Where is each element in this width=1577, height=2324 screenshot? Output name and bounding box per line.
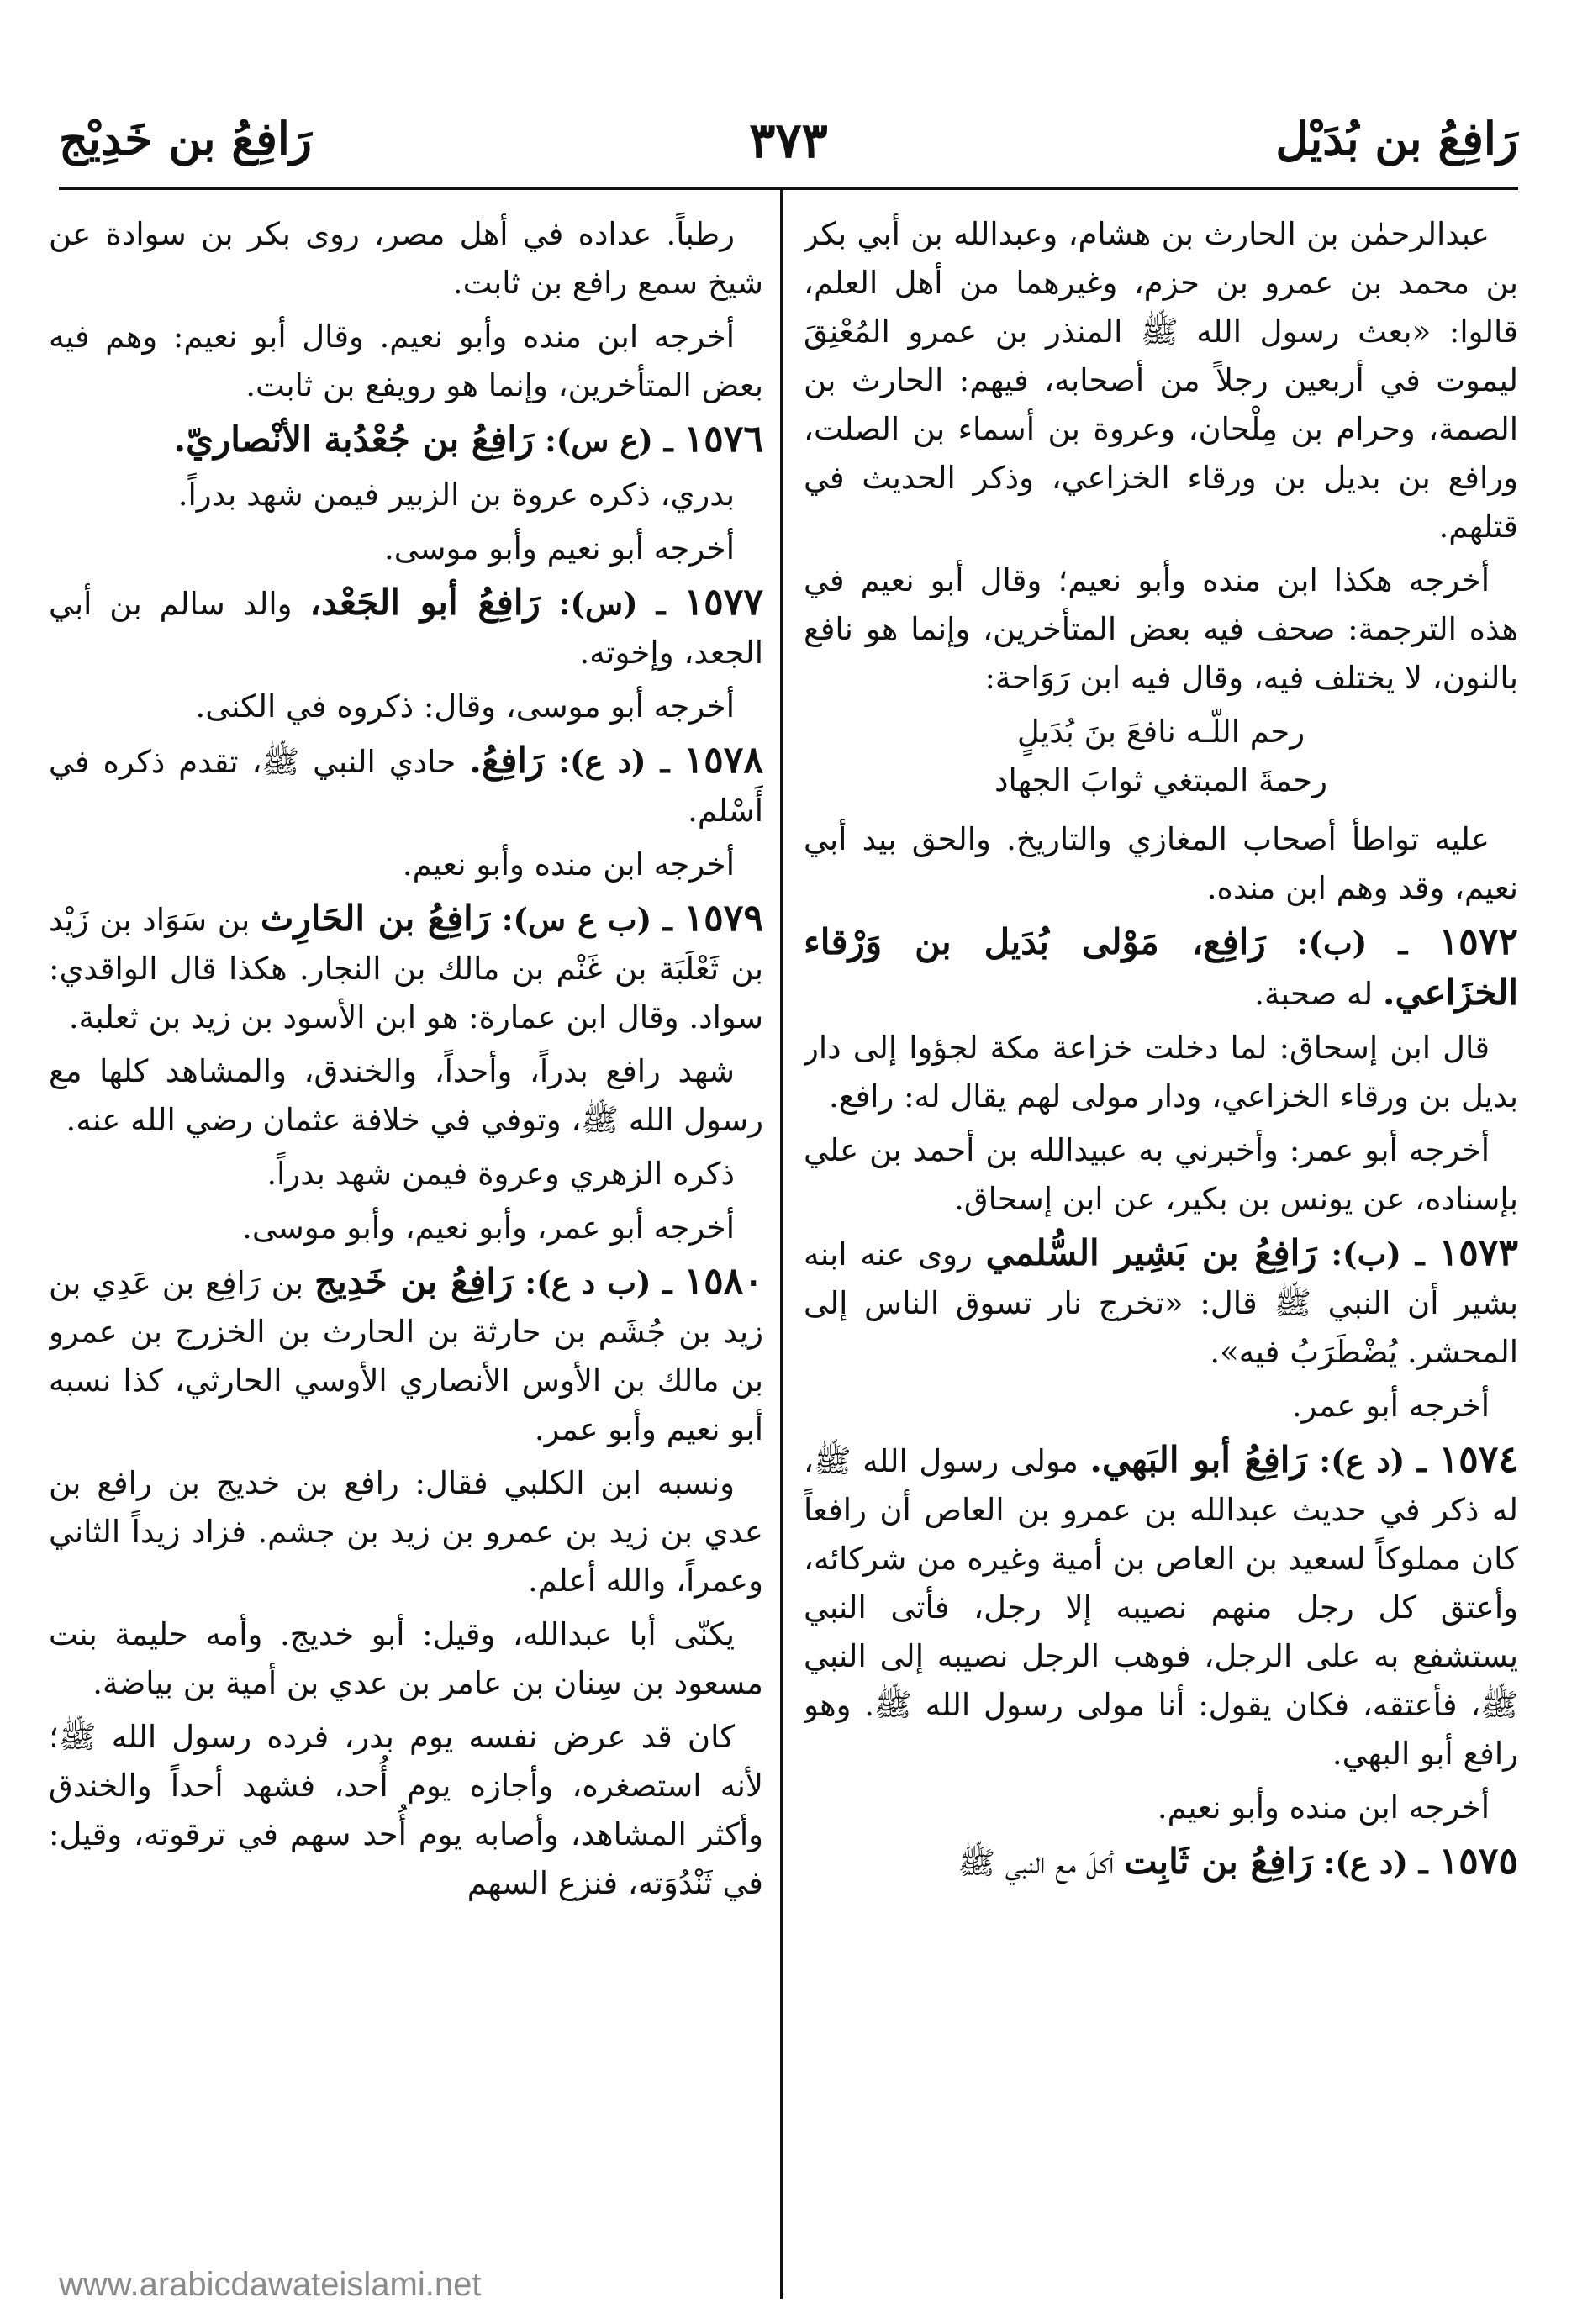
source-codes: ـ (د ع): [544,743,684,780]
biography-entry [804,1229,1518,1377]
poetry-verse [804,708,1518,805]
paragraph: أخرجه أبو عمر. [1291,1388,1490,1424]
entry-number: ١٥٧٨ [683,739,763,782]
paragraph: أخرجه ابن منده وأبو نعيم. [402,846,735,883]
watermark-url: www.arabicdawateislami.net [59,2266,482,2303]
entry-name: رَافِعُ أبو الجَعْد، [309,582,541,623]
running-head-right: رَافِعُ بن بُدَيْل [1275,112,1518,166]
entry-name: رَافِع، مَوْلى بُدَيل بن وَرْقاء الخزَاعي. [804,921,1518,1013]
entry-name: رَافِعُ أبو البَهي. [1089,1439,1307,1480]
entry-number: ١٥٧٩ [683,897,763,940]
paragraph: ونسبه ابن الكلبي فقال: رافع بن خديج بن رافع بن عدي بن زيد بن عمرو بن زيد بن جشم. فزاد زيداً الثاني وعمراً، والله أعلم. [49,1465,763,1599]
entry-text: بن رَافِع بن عَدِي بن زيد بن جُشَم بن حارثة بن الحارث بن الخزرج بن عمرو بن مالك بن الأوس الأنصاري الأوسي الحارثي، كذا نسبه أبو نعيم وأبو عمر. [49,1265,763,1447]
biography-entry [49,415,763,466]
paragraph: أخرجه أبو عمر: وأخبرني به عبيدالله بن أحمد بن علي بإسناده، عن يونس بن بكير، عن ابن إسحاق. [804,1132,1518,1217]
entry-number: ١٥٧٤ [1438,1438,1518,1481]
entry-name: رَافِعُ بن الحَارِث [260,898,491,939]
entry-number: ١٥٧٦ [683,418,763,461]
paragraph: أخرجه أبو موسى، وقال: ذكروه في الكنى. [195,688,735,725]
entry-text: بن سَوَاد بن زَيْد بن ثَعْلَبَة بن غَنْم بن مالك بن النجار. هكذا قال الواقدي: سواد. وقال ابن عمارة: هو ابن الأسود بن زيد بن ثعلبة. [49,902,763,1036]
entry-text: حادي النبي ﷺ، تقدم ذكره في أَسْلم. [49,744,763,829]
biography-entry [804,918,1518,1019]
paragraph: كان قد عرض نفسه يوم بدر، فرده رسول الله ﷺ؛ لأنه استصغره، وأجازه يوم أُحد، فشهد أحداً والخندق وأكثر المشاهد، وأصابه يوم أُحد سهم في ترقوته، وقيل: في ثَنْدُوَته، فنزع السهم [49,1719,763,1901]
entry-text: أكلَ مع النبي ﷺ [957,1845,1125,1881]
header-divider [59,187,1518,190]
column-divider [780,190,783,2299]
page-header [59,101,1518,193]
source-codes: ـ (د ع): [1306,1442,1439,1479]
paragraph: أخرجه هكذا ابن منده وأبو نعيم؛ وقال أبو نعيم في هذه الترجمة: صحف فيه بعض المتأخرين، وإنما هو نافع بالنون، لا يختلف فيه، وقال فيه ابن رَوَاحة: [804,562,1518,696]
entry-number: ١٥٧٥ [1438,1840,1518,1883]
paragraph: بدري، ذكره عروة بن الزبير فيمن شهد بدراً. [177,477,735,513]
source-codes: ـ (ع س): [534,422,684,459]
entry-text: روى عنه ابنه بشير أن النبي ﷺ قال: «تخرج نار تسوق الناس إلى المحشر. يُضْطَرَبُ فيه». [804,1236,1518,1370]
verse-line: رحم اللّـه نافعَ بنَ بُدَيلٍ [1016,714,1305,750]
source-codes: ـ (ب ع س): [490,901,684,938]
entry-name: رَافِعُ. [469,740,545,781]
paragraph: يكنّى أبا عبدالله، وقيل: أبو خديج. وأمه حليمة بنت مسعود بن سِنان بن عامر بن عدي بن أمية بن بياضة. [49,1616,763,1701]
paragraph: عبدالرحمٰن بن الحارث بن هشام، وعبدالله بن أبي بكر بن محمد بن عمرو بن حزم، وغيرهما من أهل العلم، قالوا: «بعث رسول الله ﷺ المنذر بن عمرو المُعْنِقَ ليموت في أربعين رجلاً من أصحابه، فيهم: الحارث بن الصمة، وحرام بن مِلْحان، وعروة بن أسماء بن الصلت، ورافع بن بديل بن ورقاء الخزاعي، وذكر الحديث في قتلهم. [804,216,1518,545]
left-column [49,210,763,2278]
paragraph: رطباً. عداده في أهل مصر، روى بكر بن سوادة عن شيخ سمع رافع بن ثابت. [49,216,763,301]
biography-entry [49,578,763,677]
biography-entry [49,736,763,835]
entry-name: رَافِعُ بن جُعْدُبة الأنْصاريّ. [173,419,535,460]
right-column [804,210,1518,2278]
biography-entry [49,1257,763,1454]
paragraph: شهد رافع بدراً، وأحداً، والخندق، والمشاهد كلها مع رسول الله ﷺ، وتوفي في خلافة عثمان رضي الله عنه. [49,1053,763,1138]
entry-number: ١٥٨٠ [683,1260,763,1303]
entry-number: ١٥٧٧ [683,581,763,624]
paragraph: ذكره الزهري وعروة فيمن شهد بدراً. [266,1156,735,1192]
entry-text: والد سالم بن أبي الجعد، وإخوته. [49,586,763,671]
source-codes: ـ (د ع): [1312,1844,1439,1881]
running-head-left: رَافِعُ بن خَدِيْج [59,112,312,166]
paragraph: أخرجه ابن منده وأبو نعيم. [1157,1789,1490,1826]
biography-entry [804,1837,1518,1888]
entry-number: ١٥٧٣ [1438,1231,1518,1274]
entry-name: رَافِعُ بن ثَابِت [1124,1841,1313,1882]
biography-entry [804,1436,1518,1779]
paragraph: قال ابن إسحاق: لما دخلت خزاعة مكة لجؤوا إلى دار بديل بن ورقاء الخزاعي، ودار مولى لهم يقال له: رافع. [804,1030,1518,1115]
paragraph: أخرجه أبو عمر، وأبو نعيم، وأبو موسى. [242,1209,735,1246]
entry-number: ١٥٧٢ [1438,920,1518,963]
source-codes: ـ (ب): [1265,925,1439,962]
entry-text: له صحبة. [1254,976,1383,1012]
source-codes: ـ (ب د ع): [513,1264,684,1301]
entry-text: مولى رسول الله ﷺ، له ذكر في حديث عبدالله بن عمرو بن العاص أن رافعاً كان مملوكاً لسعيد بن العاص بن أمية وغيره من شركائه، وأعتق كل رجل منهم نصيبه إلا رجل، فأتى النبي يستشفع به على الرجل، فوهب الرجل نصيبه إلى النبي ﷺ، فأعتقه، فكان يقول: أنا مولى رسول الله ﷺ. وهو رافع أبو البهي. [804,1443,1518,1772]
biography-entry [49,894,763,1042]
paragraph: عليه تواطأ أصحاب المغازي والتاريخ. والحق بيد أبي نعيم، وقد وهم ابن منده. [804,821,1518,906]
page-number: ٣٧٣ [749,112,828,169]
paragraph: أخرجه أبو نعيم وأبو موسى. [383,530,735,567]
source-codes: ـ (ب): [1316,1236,1439,1273]
paragraph: أخرجه ابن منده وأبو نعيم. وقال أبو نعيم: وهم فيه بعض المتأخرين، وإنما هو رويفع بن ثابت. [49,319,763,403]
source-codes: ـ (س): [540,585,684,622]
verse-line: رحمةَ المبتغي ثوابَ الجهاد [994,762,1327,798]
entry-name: رَافِعُ بن بَشِير السُّلمي [985,1232,1317,1273]
entry-name: رَافِعُ بن خَدِيج [314,1261,514,1302]
